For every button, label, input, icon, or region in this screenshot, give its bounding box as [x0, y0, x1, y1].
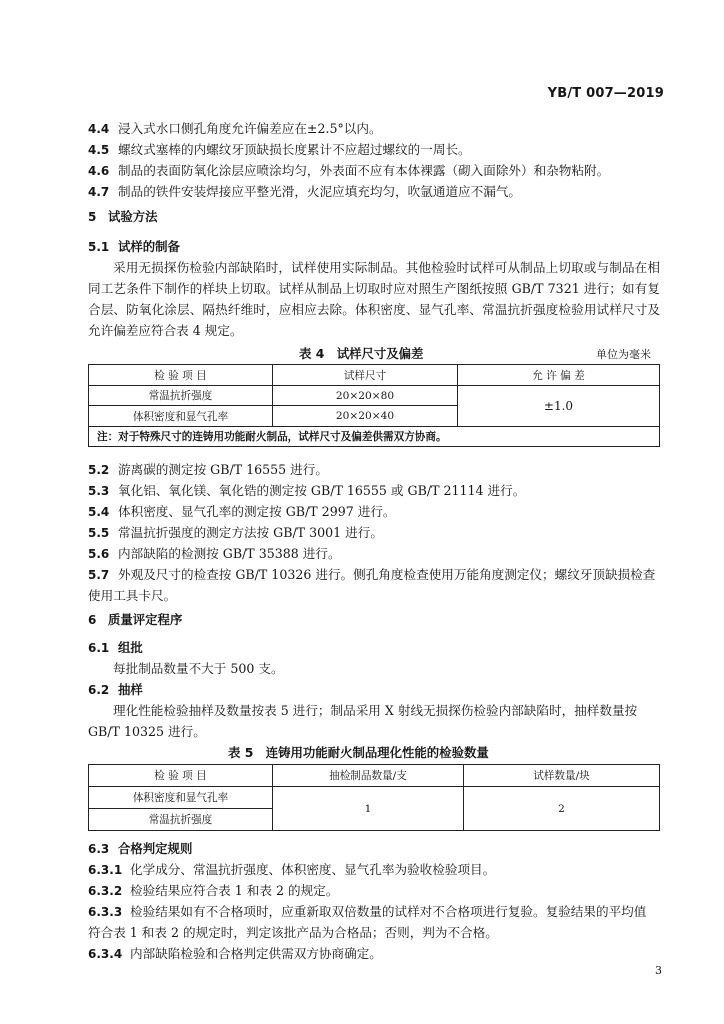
clause-6-2-text-cont: GB/T 10325 进行。: [88, 724, 206, 739]
tolerance-cell: ±1.0: [458, 386, 660, 427]
table-row: [89, 365, 660, 386]
clause-6-1-text: 每批制品数量不大于 500 支。: [113, 661, 284, 676]
sample-count-cell: 2: [464, 787, 660, 831]
table-4: [88, 364, 660, 447]
product-count-cell: 1: [273, 787, 464, 831]
table-cell: 常温抗折强度: [89, 809, 273, 831]
table-4-unit: 单位为毫米: [596, 348, 651, 361]
clause-6-3-3: 6.3.3 检验结果如有不合格项时，应重新取双倍数量的试样对不合格项进行复验。复验结果的平均值: [88, 904, 647, 919]
table-row: [89, 765, 660, 787]
clause-list-4: [88, 118, 660, 202]
table-cell: 体积密度和显气孔率: [89, 406, 273, 427]
table-header-cell: 允 许 偏 差: [458, 365, 660, 386]
table-header-cell: 试样尺寸: [273, 365, 458, 386]
clause-list-5: [88, 459, 660, 606]
clause-6-1-6-2: [88, 637, 660, 742]
clause-5-2: 5.2 游离碳的测定按 GB/T 16555 进行。: [88, 462, 328, 477]
table-cell: 20×20×80: [273, 386, 458, 406]
clause-5-7-cont: 使用工具卡尺。: [88, 588, 177, 603]
clause-5-7: 5.7 外观及尺寸的检查按 GB/T 10326 进行。侧孔角度检查使用万能角度测定仪；螺纹牙顶缺损检查: [88, 567, 656, 582]
table-row: [89, 787, 660, 809]
clause-6-3-1: 6.3.1 化学成分、常温抗折强度、体积密度、显气孔率为验收检验项目。: [88, 862, 496, 877]
clause-6-2-text: 理化性能检验抽样及数量按表 5 进行；制品采用 X 射线无损探伤检验内部缺陷时，抽样数量按: [113, 703, 638, 718]
clause-6-3-3-cont: 符合表 1 和表 2 的规定时，判定该批产品为合格品；否则，判为不合格。: [88, 925, 498, 940]
clause-6-3: [88, 838, 660, 964]
section-5-heading: 5 试验方法: [88, 209, 158, 224]
sample-preparation-paragraph: 采用无损探伤检验内部缺陷时，试样使用实际制品。其他检验时试样可从制品上切取或与制品在相同工艺条件下制作的样块上切取。试样从制品上切取时应对照生产图纸按照 GB/T 7321 进行；如有复合层、防氧化涂层、隔热纤维时，应相应去除。体积密度、显气孔率、常温抗折强度检验用试样尺寸及允许偏差应符合表 4 规定。: [88, 260, 660, 338]
table-cell: 常温抗折强度: [89, 386, 273, 406]
table-row: [89, 427, 660, 447]
table-header-cell: 抽检制品数量/支: [273, 765, 464, 787]
table-note: 注：对于特殊尺寸的连铸用功能耐火制品，试样尺寸及偏差供需双方协商。: [89, 427, 660, 447]
clause-6-3-2: 6.3.2 检验结果应符合表 1 和表 2 的规定。: [88, 883, 339, 898]
table-row: [89, 386, 660, 406]
clause-6-3-4: 6.3.4 内部缺陷检验和合格判定供需双方协商确定。: [88, 946, 382, 961]
standard-code: YB/T 007—2019: [547, 86, 664, 101]
clause-5-3: 5.3 氧化铝、氧化镁、氧化锆的测定按 GB/T 16555 或 GB/T 21114 进行。: [88, 483, 526, 498]
clause-4-6: 4.6 制品的表面防氧化涂层应喷涂均匀，外表面不应有本体裸露（砌入面除外）和杂物粘附。: [88, 163, 610, 178]
clause-6-1-title: 6.1 组批: [88, 640, 143, 655]
table-4-caption: 表 4 试样尺寸及偏差: [299, 346, 424, 361]
clause-6-2-title: 6.2 抽样: [88, 682, 143, 697]
table-header-cell: 试样数量/块: [464, 765, 660, 787]
clause-5-6: 5.6 内部缺陷的检测按 GB/T 35388 进行。: [88, 546, 341, 561]
table-header-cell: 检 验 项 目: [89, 365, 273, 386]
clause-4-7: 4.7 制品的铁件安装焊接应平整光滑，火泥应填充均匀，吹氩通道应不漏气。: [88, 184, 521, 199]
clause-4-5: 4.5 螺纹式塞棒的内螺纹牙顶缺损长度累计不应超过螺纹的一周长。: [88, 142, 471, 157]
clause-6-3-title: 6.3 合格判定规则: [88, 841, 193, 856]
clause-5-1: 5.1 试样的制备 采用无损探伤检验内部缺陷时，试样使用实际制品。其他检验时试样可从制品上切取或与制品在相同工艺条件下制作的样块上切取。试样从制品上切取时应对照生产图纸按照 GB/T 7321 进行；如有复合层、防氧化涂层、隔热纤维时，应相应去除。体积密度、显气孔率、常温抗折强度检验用试样尺寸及允许偏差应符合表 4 规定。: [88, 236, 660, 341]
table-5: [88, 764, 660, 831]
table-5-caption: 表 5 连铸用功能耐火制品理化性能的检验数量: [228, 745, 489, 760]
section-6-heading: 6 质量评定程序: [88, 612, 183, 627]
table-header-cell: 检 验 项 目: [89, 765, 273, 787]
clause-4-4: 4.4 浸入式水口侧孔角度允许偏差应在±2.5°以内。: [88, 121, 382, 136]
clause-5-4: 5.4 体积密度、显气孔率的测定按 GB/T 2997 进行。: [88, 504, 396, 519]
table-cell: 体积密度和显气孔率: [89, 787, 273, 809]
page-number: 3: [655, 964, 662, 977]
clause-5-5: 5.5 常温抗折强度的测定方法按 GB/T 3001 进行。: [88, 525, 383, 540]
table-cell: 20×20×40: [273, 406, 458, 427]
